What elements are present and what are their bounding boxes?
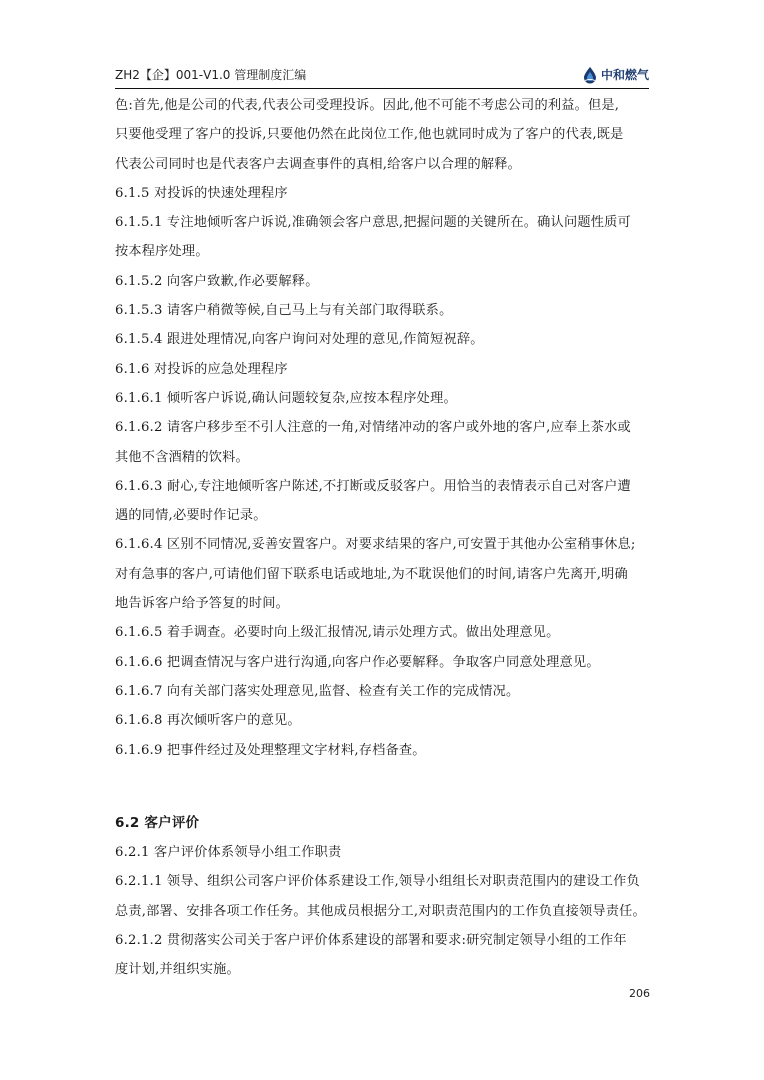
clause-heading: 6.2.1 客户评价体系领导小组工作职责: [115, 845, 342, 861]
page-header: [115, 60, 649, 89]
flame-drop-icon: [582, 66, 598, 84]
paragraph-line: 6.1.6.1 倾听客户诉说,确认问题较复杂,应按本程序处理。: [115, 390, 457, 406]
clause-heading: 6.1.6 对投诉的应急处理程序: [115, 361, 288, 377]
paragraph-line: 代表公司同时也是代表客户去调查事件的真相,给客户以合理的解释。: [115, 156, 522, 172]
paragraph-line: 总责,部署、安排各项工作任务。其他成员根据分工,对职责范围内的工作负直接领导责任。: [115, 903, 646, 919]
paragraph-line: 6.1.6.5 着手调查。必要时向上级汇报情况,请示处理方式。做出处理意见。: [115, 625, 560, 641]
paragraph-line: 6.1.6.4 区别不同情况,妥善安置客户。对要求结果的客户,可安置于其他办公室稍事休息;: [115, 537, 636, 553]
paragraph-line: 色:首先,他是公司的代表,代表公司受理投诉。因此,他不可能不考虑公司的利益。但是,: [115, 98, 620, 113]
paragraph-line: 按本程序处理。: [115, 244, 209, 260]
paragraph-line: 只要他受理了客户的投诉,只要他仍然在此岗位工作,他也就同时成为了客户的代表,既是: [115, 127, 624, 143]
paragraph-line: 对有急事的客户,可请他们留下联系电话或地址,为不耽误他们的时间,请客户先离开,明确: [115, 566, 628, 582]
section-heading: 6.2 客户评价: [115, 814, 200, 831]
paragraph-line: 6.2.1.1 领导、组织公司客户评价体系建设工作,领导小组组长对职责范围内的建设工作负: [115, 874, 640, 890]
paragraph-line: 6.1.6.3 耐心,专注地倾听客户陈述,不打断或反驳客户。用恰当的表情表示自己对客户遭: [115, 478, 631, 494]
paragraph-line: 6.1.6.6 把调查情况与客户进行沟通,向客户作必要解释。争取客户同意处理意见。: [115, 654, 600, 670]
paragraph-line: 6.1.6.9 把事件经过及处理整理文字材料,存档备查。: [115, 742, 426, 758]
page-number: 206: [629, 987, 650, 1000]
paragraph-line: 6.2.1.2 贯彻落实公司关于客户评价体系建设的部署和要求:研究制定领导小组的工作年: [115, 933, 627, 949]
paragraph-line: 遇的同情,必要时作记录。: [115, 508, 267, 524]
paragraph-line: 6.1.5.1 专注地倾听客户诉说,准确领会客户意思,把握问题的关键所在。确认问题性质可: [115, 215, 631, 231]
section-spacer: [115, 765, 655, 809]
paragraph-line: 其他不含酒精的饮料。: [115, 449, 249, 465]
clause-heading: 6.1.5 对投诉的快速处理程序: [115, 185, 288, 201]
paragraph-line: 6.1.5.2 向客户致歉,作必要解释。: [115, 273, 319, 289]
logo-text: 中和燃气: [600, 68, 649, 82]
paragraph-line: 6.1.6.8 再次倾听客户的意见。: [115, 713, 301, 729]
paragraph-line: 6.1.6.7 向有关部门落实处理意见,监督、检查有关工作的完成情况。: [115, 683, 520, 699]
paragraph-line: 6.1.5.3 请客户稍微等候,自己马上与有关部门取得联系。: [115, 303, 453, 319]
document-body: [115, 91, 655, 985]
paragraph-line: 地告诉客户给予答复的时间。: [115, 596, 290, 612]
paragraph-line: 度计划,并组织实施。: [115, 962, 240, 978]
paragraph-line: 6.1.5.4 跟进处理情况,向客户询问对处理的意见,作简短祝辞。: [115, 332, 484, 348]
header-title: ZH2【企】001-V1.0 管理制度汇编: [115, 68, 307, 82]
paragraph-line: 6.1.6.2 请客户移步至不引人注意的一角,对情绪冲动的客户或外地的客户,应奉上茶水或: [115, 420, 631, 436]
company-logo: [582, 66, 649, 84]
